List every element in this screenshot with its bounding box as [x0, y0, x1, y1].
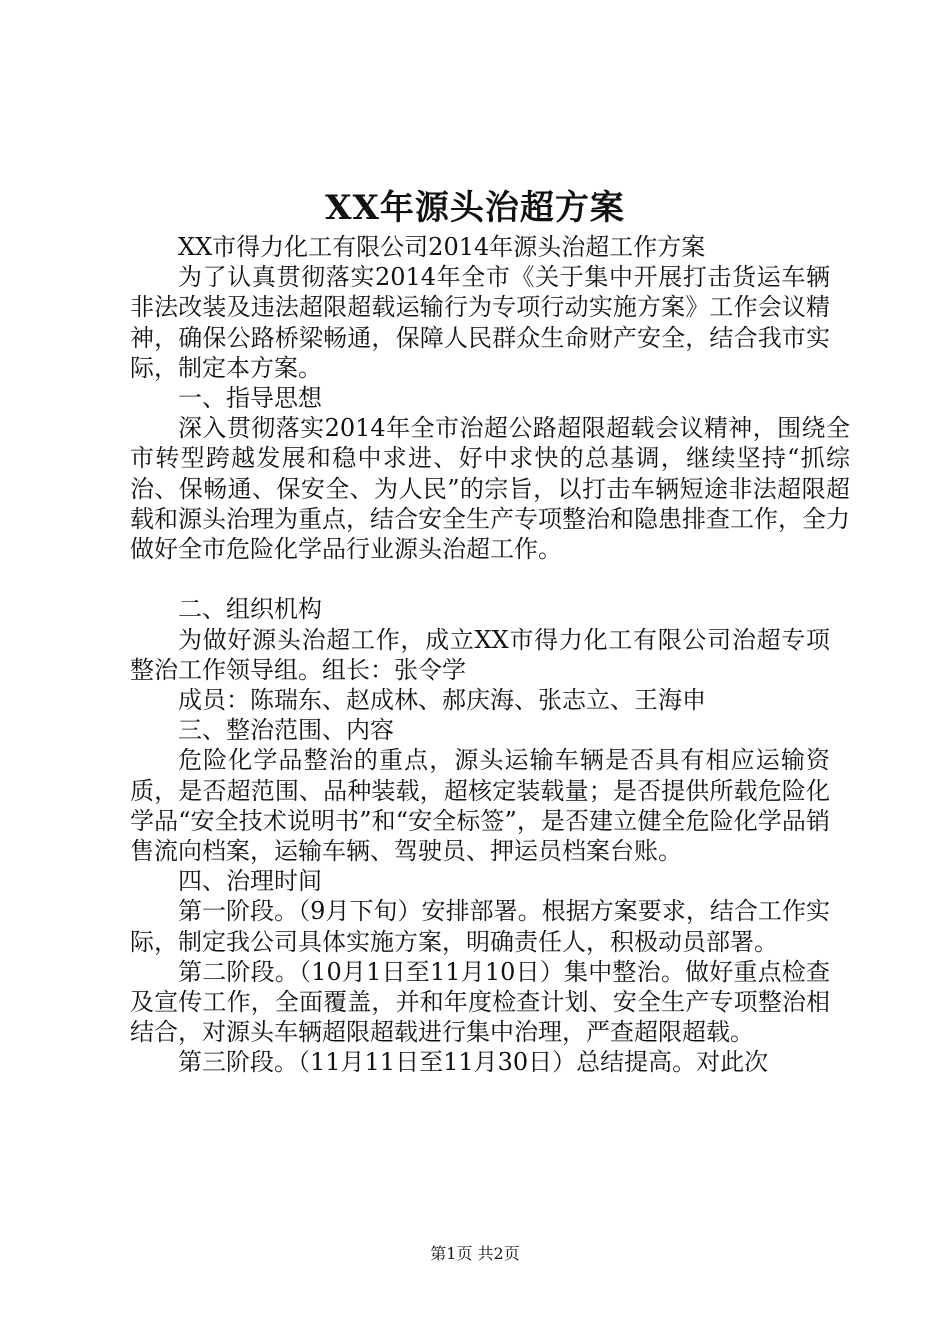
paragraph-phase-three: 第三阶段。（11月11日至11月30日）总结提高。对此次 [178, 1048, 769, 1077]
paragraph-intro: 为了认真贯彻落实2014年全市《关于集中开展打击货运车辆非法改装及违法超限超载运输行为专项行动实施方案》工作会议精神，确保公路桥梁畅通，保障人民群众生命财产安全，结合我市实际，制定本方案。 [130, 263, 830, 382]
paragraph-phase-two: 第二阶段。（10月1日至11月10日）集中整治。做好重点检查及宣传工作，全面覆盖，并和年度检查计划、安全生产专项整治相结合，对源头车辆超限超载进行集中治理，严查超限超载。 [130, 957, 830, 1047]
section-heading-organization: 二、组织机构 [178, 595, 322, 624]
section-heading-scope: 三、整治范围、内容 [178, 716, 394, 745]
paragraph-scope: 危险化学品整治的重点，源头运输车辆是否具有相应运输资质，是否超范围、品种装载，超核定装载量；是否提供所载危险化学品“安全技术说明书”和“安全标签”，是否建立健全危险化学品销售流向档案，运输车辆、驾驶员、押运员档案台账。 [130, 746, 830, 866]
section-heading-guiding-thought: 一、指导思想 [178, 384, 322, 413]
paragraph-members: 成员：陈瑞东、赵成林、郝庆海、张志立、王海申 [178, 686, 706, 715]
paragraph-guiding-thought: 深入贯彻落实2014年全市治超公路超限超载会议精神，围绕全市转型跨越发展和稳中求进、好中求快的总基调，继续坚持“抓综治、保畅通、保安全、为人民”的宗旨，以打击车辆短途非法超限超载和源头治理为重点，结合安全生产专项整治和隐患排查工作，全力做好全市危险化学品行业源头治超工作。 [130, 414, 850, 564]
document-title: XX年源头治超方案 [325, 188, 625, 228]
paragraph-phase-one: 第一阶段。（9月下旬）安排部署。根据方案要求，结合工作实际，制定我公司具体实施方案，明确责任人，积极动员部署。 [130, 897, 830, 956]
paragraph-company-plan-title: XX市得力化工有限公司2014年源头治超工作方案 [178, 233, 706, 261]
paragraph-spacer [130, 564, 830, 594]
paragraph-organization: 为做好源头治超工作，成立XX市得力化工有限公司治超专项整治工作领导组。组长：张令学 [130, 625, 830, 684]
section-heading-schedule: 四、治理时间 [178, 867, 322, 896]
document-body [130, 232, 850, 1078]
page-footer: 第1页 共2页 [430, 1244, 520, 1263]
